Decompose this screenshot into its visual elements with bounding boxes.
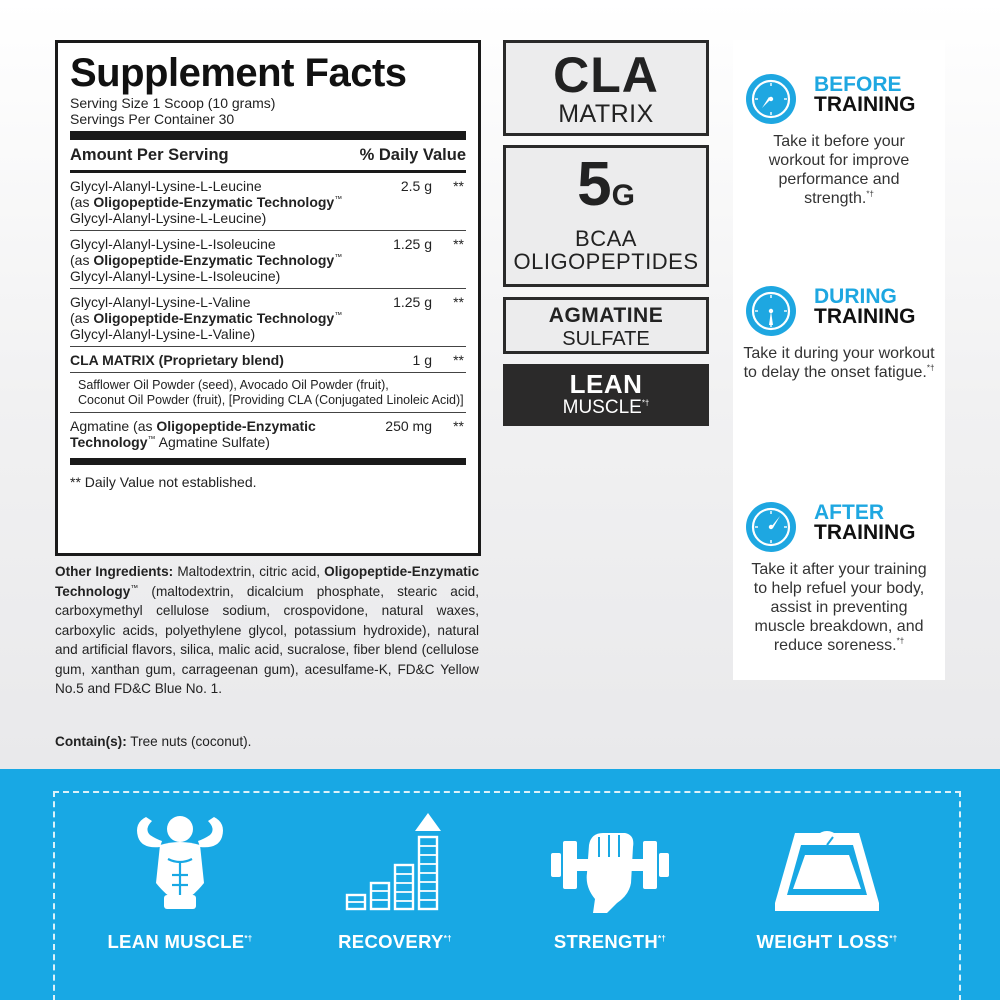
facts-row-isoleucine: Glycyl-Alanyl-Lysine-L-Isoleucine (as Oligopeptide-Enzymatic Technology™ Glycyl-Alanyl-Lysine-L-Isoleucine) 1.25 g **: [70, 231, 466, 289]
ingredient-amount: 1.25 g: [393, 294, 432, 310]
timing-word2: TRAINING: [814, 93, 916, 116]
lean-muscle-badge: LEAN MUSCLE*†: [503, 364, 709, 426]
benefits-band: [0, 769, 1000, 1000]
ingredient-dv: **: [453, 294, 464, 310]
ingredient-amount: 2.5 g: [400, 178, 432, 194]
stopwatch-icon: [745, 73, 797, 125]
stopwatch-icon: [745, 285, 797, 337]
ingredient-name: Glycyl-Alanyl-Lysine-L-Valine: [70, 294, 251, 310]
agmatine-badge: AGMATINE SULFATE: [503, 297, 709, 354]
timing-description: Take it during your workout to delay the onset fatigue.*†: [743, 345, 935, 381]
ingredient-dv: **: [453, 236, 464, 252]
thick-divider-bottom: [70, 458, 466, 465]
benefit-lean-muscle: LEAN MUSCLE*†: [80, 803, 280, 973]
benefit-label: WEIGHT LOSS: [756, 931, 890, 952]
scale-icon: [767, 803, 887, 923]
timing-card-after: [733, 468, 945, 680]
timing-word2: TRAINING: [814, 521, 916, 544]
benefit-strength: STRENGTH*†: [510, 803, 710, 973]
facts-header: [70, 140, 466, 173]
benefit-label: LEAN MUSCLE: [107, 931, 245, 952]
timing-word2: TRAINING: [814, 305, 916, 328]
ingredient-name: Glycyl-Alanyl-Lysine-L-Leucine: [70, 178, 262, 194]
agmatine-dv: **: [453, 418, 464, 434]
timing-card-during: [733, 252, 945, 470]
cla-dv: **: [453, 352, 464, 368]
stopwatch-icon: [745, 501, 797, 553]
facts-row-cla: [70, 347, 466, 373]
timing-description: Take it after your training to help refuel your body, assist in preventing muscle breakdown, and reduce soreness.*†: [751, 561, 927, 654]
agmatine-amount: 250 mg: [385, 418, 432, 434]
timing-word1: BEFORE: [814, 73, 902, 96]
bar-growth-icon: [335, 803, 455, 923]
benefit-weight-loss: WEIGHT LOSS*†: [727, 803, 927, 973]
servings-per-container: Servings Per Container 30: [70, 111, 235, 127]
ingredient-dv: **: [453, 178, 464, 194]
benefit-recovery: RECOVERY*†: [295, 803, 495, 973]
cla-amount: 1 g: [412, 352, 432, 368]
facts-row-leucine: Glycyl-Alanyl-Lysine-L-Leucine (as Oligopeptide-Enzymatic Technology™ Glycyl-Alanyl-Lysine-L-Leucine) 2.5 g **: [70, 173, 466, 231]
timing-word1: AFTER: [814, 501, 884, 524]
facts-row-agmatine: Agmatine (as Oligopeptide-Enzymatic Technology™ Agmatine Sulfate) 250 mg **: [70, 418, 464, 450]
benefit-label: STRENGTH: [553, 931, 658, 952]
timing-description: Take it before your workout for improve performance and strength.*†: [768, 133, 910, 207]
facts-row-cla-sources: Safflower Oil Powder (seed), Avocado Oil Powder (fruit), Coconut Oil Powder (fruit), [Providing CLA (Conjugated Linoleic Acid)]: [70, 373, 466, 413]
cla-matrix-badge: CLA MATRIX: [503, 40, 709, 136]
daily-value-label: % Daily Value: [359, 146, 466, 164]
benefit-label: RECOVERY: [338, 931, 444, 952]
amount-per-serving-label: Amount Per Serving: [70, 146, 229, 164]
other-ingredients: Other Ingredients: Maltodextrin, citric acid, Oligopeptide-Enzymatic Technology™ (maltodextrin, dicalcium phosphate, stearic acid, carboxymethyl cellulose sodium, crospovidone, natural waxes, carboxylic acids, polyethylene glycol, potassium hydroxide), natural and artificial flavors, silica, malic acid, sucralose, fiber blend (cellulose gum, xanthan gum, carrageenan gum), acesulfame-K, FD&C Yellow No.5 and FD&C Blue No. 1.: [55, 564, 480, 696]
bcaa-badge: 5G BCAA OLIGOPEPTIDES: [503, 145, 709, 287]
serving-size: Serving Size 1 Scoop (10 grams): [70, 95, 276, 111]
ingredient-name: Glycyl-Alanyl-Lysine-L-Isoleucine: [70, 236, 276, 252]
muscle-man-icon: [120, 803, 240, 923]
facts-row-valine: Glycyl-Alanyl-Lysine-L-Valine (as Oligopeptide-Enzymatic Technology™ Glycyl-Alanyl-Lysine-L-Valine) 1.25 g **: [70, 289, 466, 347]
cla-label: CLA MATRIX (Proprietary blend): [70, 352, 284, 368]
ingredient-amount: 1.25 g: [393, 236, 432, 252]
timing-card-before: [733, 40, 945, 258]
daily-value-footnote: ** Daily Value not established.: [70, 474, 257, 490]
allergen-statement: Contain(s): Tree nuts (coconut).: [55, 734, 252, 749]
supplement-facts-panel: [55, 40, 481, 556]
facts-title: Supplement Facts: [70, 51, 407, 95]
dumbbell-fist-icon: [545, 803, 675, 923]
timing-word1: DURING: [814, 285, 897, 308]
thick-divider: [70, 131, 466, 140]
